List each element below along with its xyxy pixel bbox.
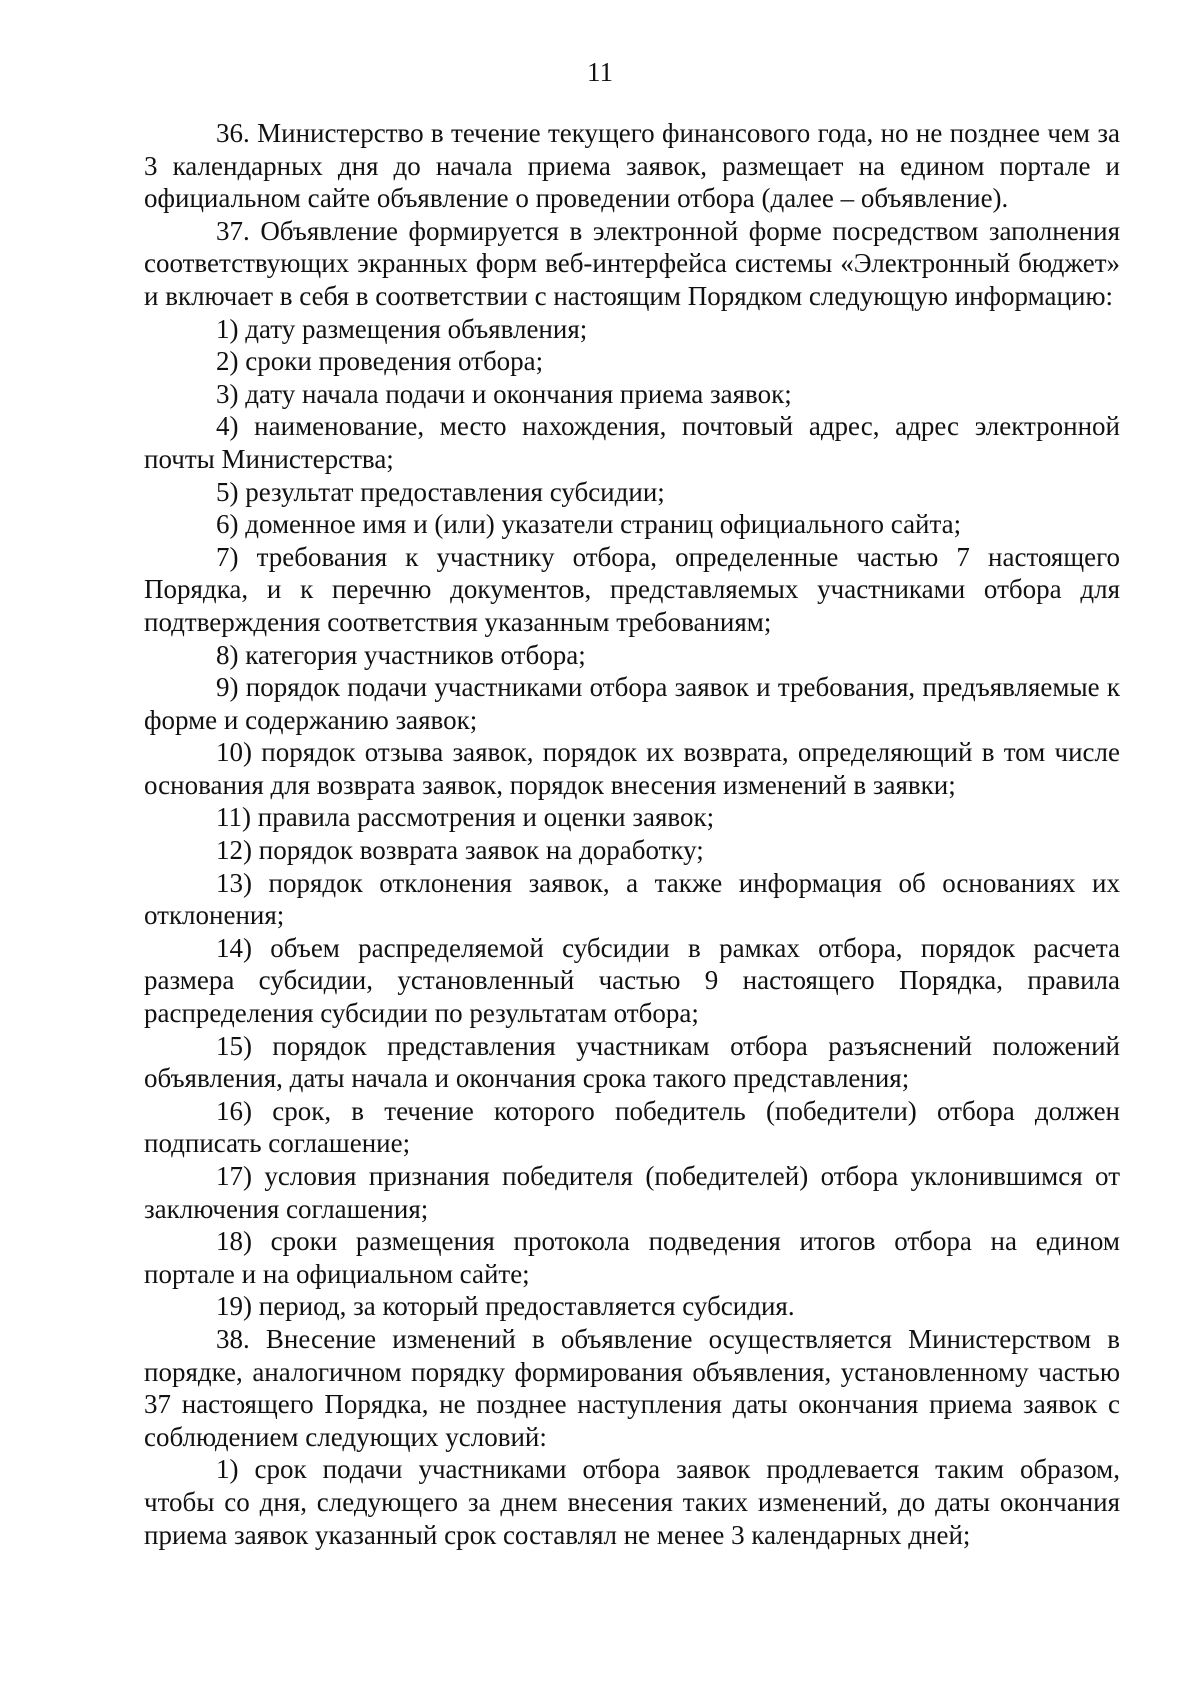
list-item-37-4: 4) наименование, место нахождения, почтовый адрес, адрес электронной почты Министерства; xyxy=(144,411,1120,474)
list-item-38-1: 1) срок подачи участниками отбора заявок продлевается таким образом, чтобы со дня, следующего за днем внесения таких изменений, до даты окончания приема заявок указанный срок составлял не менее 3 календарных дней; xyxy=(144,1454,1120,1550)
paragraph-37: 37. Объявление формируется в электронной форме посредством заполнения соответствующих экранных форм веб-интерфейса системы «Электронный бюджет» и включает в себя в соответствии с настоящим Порядком следующую информацию: xyxy=(144,215,1120,311)
list-item-37-9: 9) порядок подачи участниками отбора заявок и требования, предъявляемые к форме и содержанию заявок; xyxy=(144,672,1120,735)
list-item-37-19: 19) период, за который предоставляется субсидия. xyxy=(216,1291,795,1322)
list-item-37-12: 12) порядок возврата заявок на доработку; xyxy=(216,835,704,866)
list-item-37-8: 8) категория участников отбора; xyxy=(216,639,586,670)
list-item-37-11: 11) правила рассмотрения и оценки заявок; xyxy=(216,802,715,833)
list-item-37-1: 1) дату размещения объявления; xyxy=(216,313,588,344)
list-item-37-17: 17) условия признания победителя (победителей) отбора уклонившимся от заключения соглашения; xyxy=(144,1161,1120,1224)
document-body xyxy=(144,117,1120,1551)
list-item-37-6: 6) доменное имя и (или) указатели страниц официального сайта; xyxy=(216,509,962,540)
list-item-37-3: 3) дату начала подачи и окончания приема заявок; xyxy=(216,378,792,409)
list-item-37-18: 18) сроки размещения протокола подведения итогов отбора на едином портале и на официальном сайте; xyxy=(144,1226,1120,1289)
list-item-37-5: 5) результат предоставления субсидии; xyxy=(216,476,665,507)
list-item-37-15: 15) порядок представления участникам отбора разъяснений положений объявления, даты начала и окончания срока такого представления; xyxy=(144,1030,1120,1094)
list-item-37-16: 16) срок, в течение которого победитель (победители) отбора должен подписать соглашение; xyxy=(144,1095,1120,1159)
paragraph-38: 38. Внесение изменений в объявление осуществляется Министерством в порядке, аналогичном порядку формирования объявления, установленному частью 37 настоящего Порядка, не позднее наступления даты окончания приема заявок с соблюдением следующих условий: xyxy=(144,1323,1120,1452)
list-item-37-7: 7) требования к участнику отбора, определенные частью 7 настоящего Порядка, и к перечню документов, представляемых участниками отбора для подтверждения соответствия указанным требованиям; xyxy=(144,541,1120,637)
list-item-37-2: 2) сроки проведения отбора; xyxy=(216,346,544,377)
list-item-37-10: 10) порядок отзыва заявок, порядок их возврата, определяющий в том числе основания для возврата заявок, порядок внесения изменений в заявки; xyxy=(144,737,1120,800)
list-item-37-13: 13) порядок отклонения заявок, а также информация об основаниях их отклонения; xyxy=(144,867,1120,931)
list-item-37-14: 14) объем распределяемой субсидии в рамках отбора, порядок расчета размера субсидии, установленный частью 9 настоящего Порядка, правила распределения субсидии по результатам отбора; xyxy=(144,932,1120,1029)
page-number: 11 xyxy=(587,57,613,87)
paragraph-36: 36. Министерство в течение текущего финансового года, но не позднее чем за 3 календарных дня до начала приема заявок, размещает на едином портале и официальном сайте объявление о проведении отбора (далее – объявление). xyxy=(144,118,1120,214)
